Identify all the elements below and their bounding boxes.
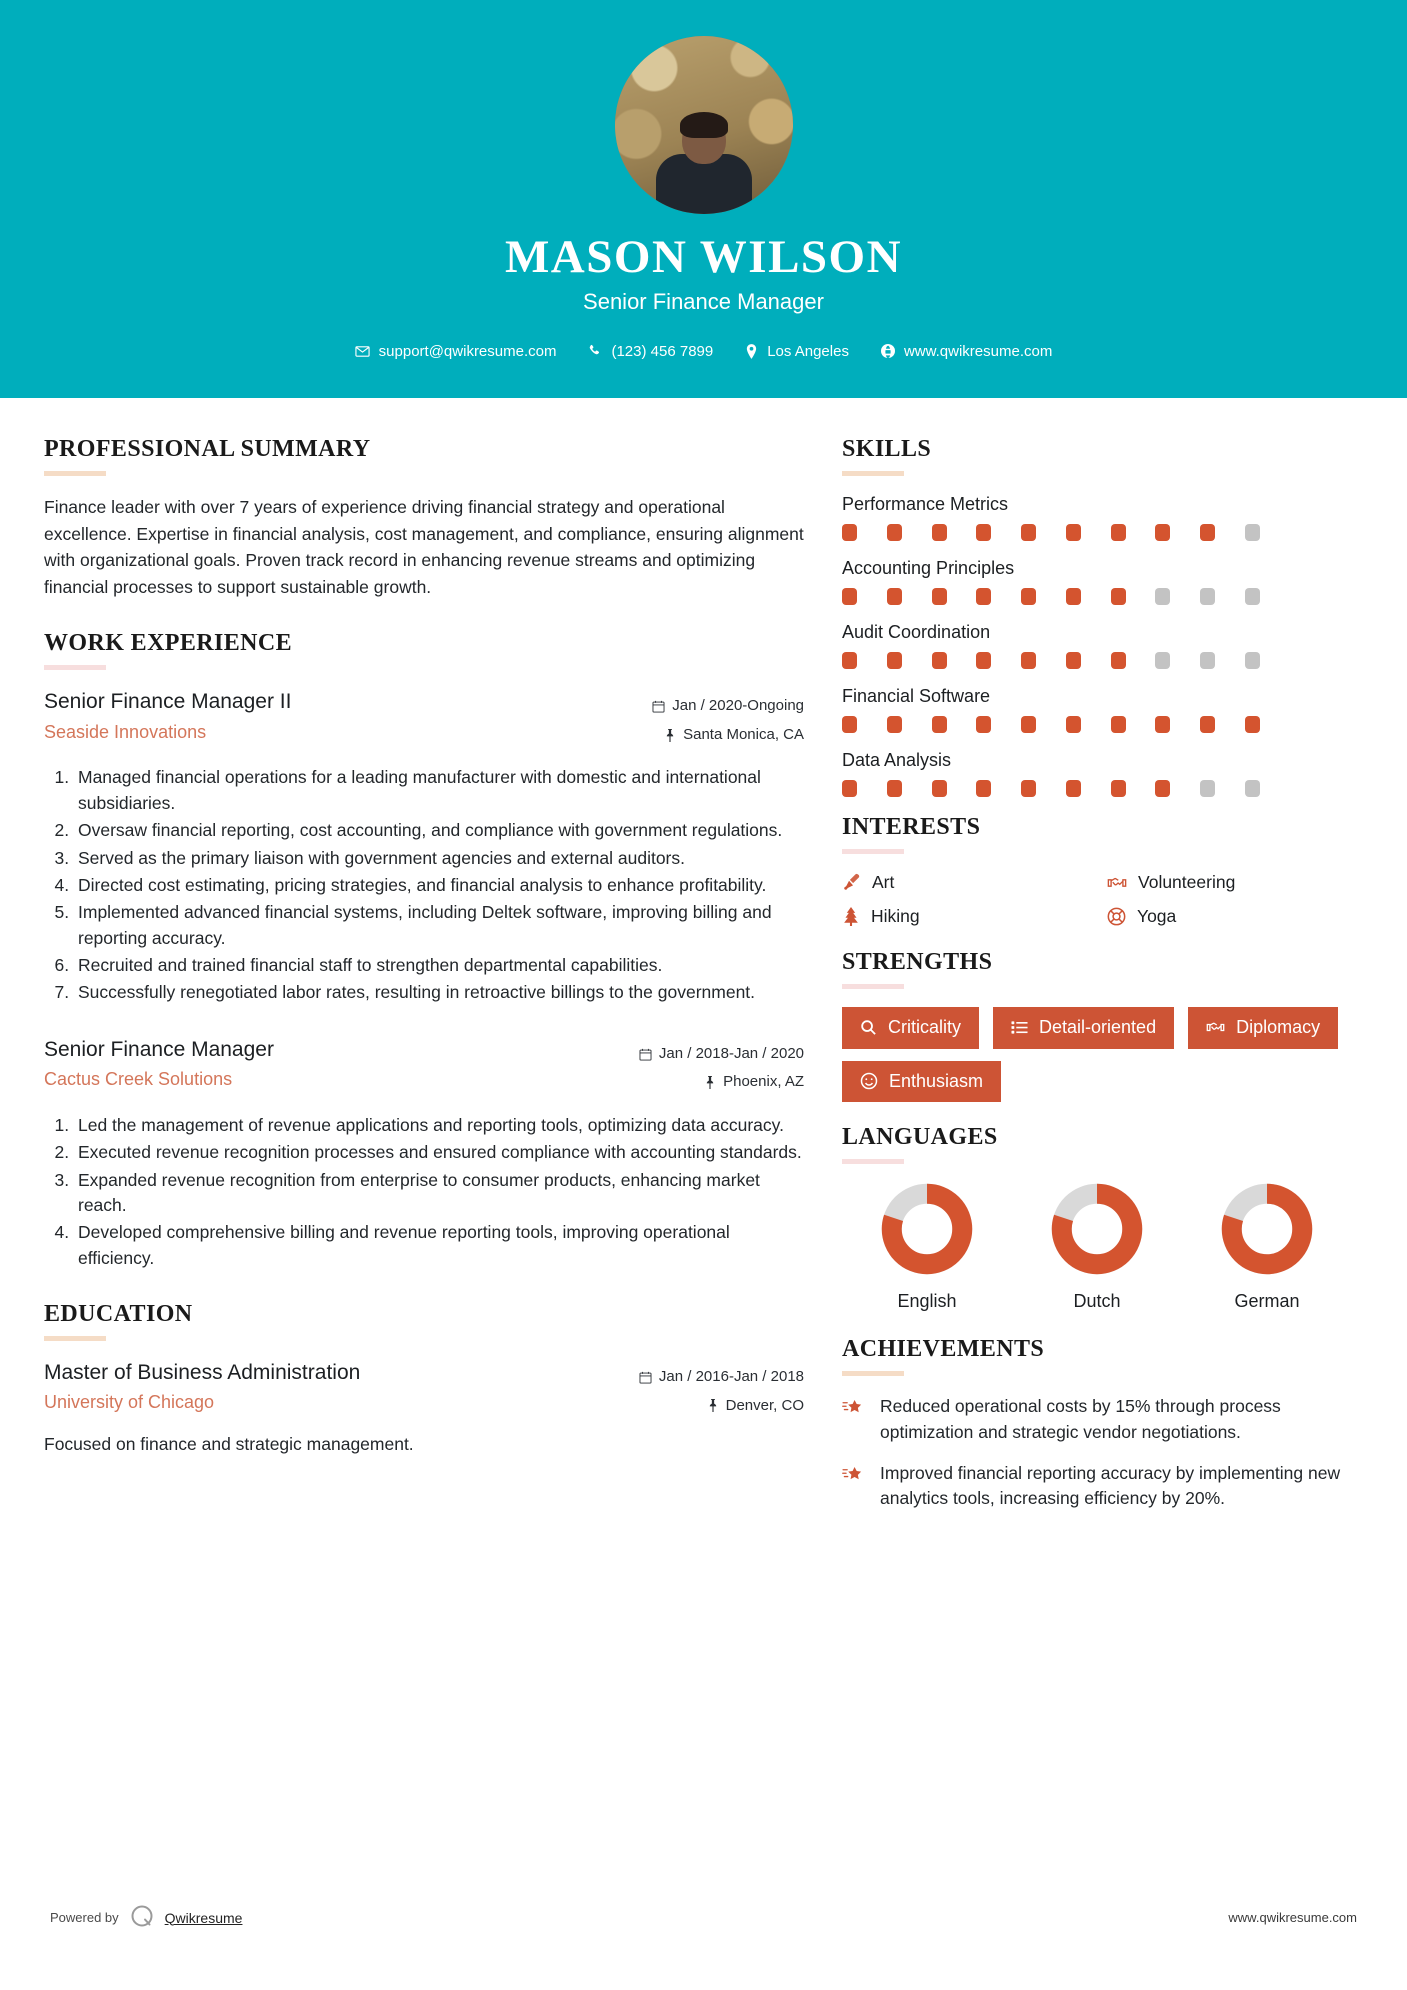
resume-header xyxy=(0,0,1407,398)
skill-dot-empty xyxy=(1245,652,1260,669)
skill-dot-filled xyxy=(932,716,947,733)
skill-dot-filled xyxy=(976,524,991,541)
language-item xyxy=(1182,1182,1352,1312)
experience-entry xyxy=(44,688,804,1005)
experience-meta xyxy=(594,1036,804,1097)
strength-label: Diplomacy xyxy=(1236,1017,1321,1037)
calendar-icon xyxy=(639,1371,652,1384)
section-work-experience xyxy=(44,630,804,1271)
calendar-icon xyxy=(652,700,665,713)
section-title-experience: WORK EXPERIENCE xyxy=(44,630,293,657)
section-rule xyxy=(842,849,904,854)
skill-row xyxy=(842,622,1362,669)
contact-bar xyxy=(0,343,1407,360)
search-icon xyxy=(860,1019,877,1036)
interest-item xyxy=(1107,906,1362,927)
experience-header xyxy=(44,688,804,749)
resume-body xyxy=(0,398,1407,1528)
contact-location xyxy=(729,343,865,360)
contact-website[interactable] xyxy=(865,343,1068,360)
skill-name: Data Analysis xyxy=(842,750,952,770)
education-identity xyxy=(44,1359,594,1413)
job-location xyxy=(594,1068,804,1097)
interest-item xyxy=(1107,872,1362,893)
job-bullet: 3. Expanded revenue recognition from enterprise to consumer products, enhancing market reach. xyxy=(74,1168,804,1219)
job-dates xyxy=(594,1040,804,1069)
left-column xyxy=(44,436,804,1528)
section-title-strengths: STRENGTHS xyxy=(842,949,993,975)
section-rule xyxy=(44,1336,106,1341)
skill-dot-empty xyxy=(1155,588,1170,605)
job-location-text: Santa Monica, CA xyxy=(683,725,804,743)
job-bullets xyxy=(44,1113,804,1271)
skill-dot-filled xyxy=(976,588,991,605)
achievement-item xyxy=(842,1394,1362,1445)
section-rule xyxy=(842,471,904,476)
summary-text: Finance leader with over 7 years of experience driving financial strategy and operational excellence. Expertise in financial analysis, cost management, and compliance, ensuring alignment with organizational goals. Proven track record in enhancing revenue streams and optimizing financial processes to support sustainable growth. xyxy=(44,497,804,597)
contact-website-text: www.qwikresume.com xyxy=(903,342,1053,360)
strengths-list xyxy=(842,1007,1362,1102)
skill-dot-filled xyxy=(1200,524,1215,541)
section-rule xyxy=(44,665,106,670)
powered-by-label: Powered by xyxy=(50,1910,119,1925)
language-donut-chart xyxy=(1050,1182,1144,1276)
skill-dot-filled xyxy=(932,780,947,797)
experience-identity xyxy=(44,1036,594,1090)
skill-dot-filled xyxy=(1111,524,1126,541)
handshake-icon xyxy=(1206,1018,1225,1037)
avatar-portrait xyxy=(656,110,752,214)
education-dates xyxy=(594,1363,804,1392)
interest-label: Volunteering xyxy=(1138,872,1236,892)
job-location xyxy=(594,721,804,750)
job-title: Senior Finance Manager xyxy=(44,1037,274,1061)
job-bullets xyxy=(44,765,804,1005)
calendar-icon xyxy=(639,1048,652,1061)
skill-dot-filled xyxy=(842,588,857,605)
section-title-summary: PROFESSIONAL SUMMARY xyxy=(44,436,371,462)
interest-label: Art xyxy=(872,872,895,892)
section-rule xyxy=(842,984,904,989)
avatar xyxy=(615,36,793,214)
language-label: English xyxy=(897,1291,957,1312)
section-title-skills: SKILLS xyxy=(842,436,932,462)
interest-item xyxy=(842,906,1097,927)
job-bullet: 6. Recruited and trained financial staff to strengthen departmental capabilities. xyxy=(74,953,804,978)
language-donut-chart xyxy=(1220,1182,1314,1276)
candidate-role: Senior Finance Manager xyxy=(583,288,824,314)
skill-row xyxy=(842,558,1362,605)
language-label: Dutch xyxy=(1073,1291,1121,1312)
job-bullet: 7. Successfully renegotiated labor rates, resulting in retroactive billings to the government. xyxy=(74,980,804,1005)
skill-dot-filled xyxy=(1200,716,1215,733)
skill-dot-filled xyxy=(1155,716,1170,733)
skill-dot-empty xyxy=(1200,588,1215,605)
lifebuoy-icon xyxy=(1107,907,1126,926)
education-location-text: Denver, CO xyxy=(725,1396,804,1414)
section-rule xyxy=(842,1159,904,1164)
education-location xyxy=(594,1392,804,1421)
skill-dot-filled xyxy=(932,652,947,669)
tree-icon xyxy=(842,907,860,926)
skill-dot-empty xyxy=(1200,780,1215,797)
section-languages xyxy=(842,1124,1362,1312)
strength-label: Enthusiasm xyxy=(889,1070,984,1091)
skill-dot-filled xyxy=(976,652,991,669)
pushpin-icon xyxy=(704,1076,716,1089)
smiley-icon xyxy=(860,1072,878,1090)
avatar-hair xyxy=(680,112,728,138)
interest-item xyxy=(842,872,1097,893)
skill-dot-filled xyxy=(842,716,857,733)
strength-chip[interactable] xyxy=(842,1061,1001,1103)
achievement-item xyxy=(842,1461,1362,1512)
skill-dot-filled xyxy=(1021,524,1036,541)
experience-header xyxy=(44,1036,804,1097)
phone-icon xyxy=(588,344,602,358)
powered-by xyxy=(50,1903,242,1932)
paintbrush-icon xyxy=(842,873,861,892)
skill-dot-filled xyxy=(1111,588,1126,605)
candidate-name: MASON WILSON xyxy=(504,231,903,283)
handshake-icon xyxy=(1107,873,1127,893)
skill-dot-filled xyxy=(842,524,857,541)
skill-dot-filled xyxy=(1021,588,1036,605)
globe-icon xyxy=(881,344,895,358)
education-entry xyxy=(44,1359,804,1457)
skill-dot-empty xyxy=(1245,524,1260,541)
interest-label: Hiking xyxy=(871,906,920,926)
skill-dot-filled xyxy=(1111,716,1126,733)
skill-name: Financial Software xyxy=(842,686,991,706)
skill-dot-empty xyxy=(1245,780,1260,797)
section-rule xyxy=(842,1371,904,1376)
skill-dot-empty xyxy=(1200,652,1215,669)
job-title: Senior Finance Manager II xyxy=(44,690,292,714)
skill-rating xyxy=(842,524,1260,541)
school-name: University of Chicago xyxy=(44,1392,215,1413)
skill-dot-filled xyxy=(932,588,947,605)
skill-dot-filled xyxy=(1066,524,1081,541)
pushpin-icon xyxy=(707,1399,719,1412)
section-title-languages: LANGUAGES xyxy=(842,1124,998,1151)
strength-chip[interactable] xyxy=(993,1007,1174,1049)
skill-dot-empty xyxy=(1155,652,1170,669)
skill-row xyxy=(842,750,1362,797)
job-bullet: 4. Developed comprehensive billing and revenue reporting tools, improving operational efficiency. xyxy=(74,1220,804,1271)
degree-title: Master of Business Administration xyxy=(44,1361,361,1384)
section-professional-summary xyxy=(44,436,804,600)
skill-dot-filled xyxy=(976,780,991,797)
education-description: Focused on finance and strategic management. xyxy=(44,1434,414,1454)
right-column xyxy=(842,436,1362,1528)
experience-entry xyxy=(44,1036,804,1271)
skill-rating xyxy=(842,780,1260,797)
page-footer xyxy=(0,1903,1407,1932)
envelope-icon xyxy=(355,344,370,359)
shooting-star-icon xyxy=(842,1461,866,1512)
section-title-education: EDUCATION xyxy=(44,1301,193,1327)
skill-dot-filled xyxy=(1111,780,1126,797)
contact-phone[interactable] xyxy=(572,343,729,360)
job-bullet: 1. Led the management of revenue applications and reporting tools, optimizing data accuracy. xyxy=(74,1113,804,1138)
experience-meta xyxy=(594,688,804,749)
job-dates-text: Jan / 2018-Jan / 2020 xyxy=(658,1044,804,1062)
job-dates-text: Jan / 2020-Ongoing xyxy=(672,697,804,715)
section-skills xyxy=(842,436,1362,797)
location-pin-icon xyxy=(745,344,758,359)
skill-dot-filled xyxy=(887,780,902,797)
experience-identity xyxy=(44,688,594,742)
strength-label: Detail-oriented xyxy=(1039,1017,1157,1037)
job-bullet: 3. Served as the primary liaison with government agencies and external auditors. xyxy=(74,846,804,871)
contact-phone-text: (123) 456 7899 xyxy=(611,342,714,360)
skill-rating xyxy=(842,588,1260,605)
job-company: Seaside Innovations xyxy=(44,721,207,742)
job-dates xyxy=(594,692,804,721)
contact-email[interactable] xyxy=(339,343,573,360)
footer-website[interactable]: www.qwikresume.com xyxy=(1228,1910,1357,1925)
education-dates-text: Jan / 2016-Jan / 2018 xyxy=(658,1368,804,1385)
job-company: Cactus Creek Solutions xyxy=(44,1069,233,1090)
skill-dot-filled xyxy=(842,780,857,797)
skills-list xyxy=(842,494,1362,797)
skill-name: Performance Metrics xyxy=(842,494,1009,514)
skill-rating xyxy=(842,716,1260,733)
strength-chip[interactable] xyxy=(842,1007,979,1049)
section-education xyxy=(44,1301,804,1457)
skill-dot-filled xyxy=(1066,588,1081,605)
education-meta xyxy=(594,1359,804,1420)
skill-dot-empty xyxy=(1245,588,1260,605)
job-bullet: 1. Managed financial operations for a leading manufacturer with domestic and international subsidiaries. xyxy=(74,765,804,816)
language-item xyxy=(842,1182,1012,1312)
achievement-text: Improved financial reporting accuracy by implementing new analytics tools, increasing efficiency by 20%. xyxy=(880,1462,1341,1509)
languages-list xyxy=(842,1182,1362,1312)
skill-dot-filled xyxy=(1155,780,1170,797)
skill-dot-filled xyxy=(887,716,902,733)
skill-row xyxy=(842,686,1362,733)
skill-dot-filled xyxy=(1021,716,1036,733)
language-label: German xyxy=(1234,1291,1300,1312)
skill-row xyxy=(842,494,1362,541)
job-bullet: 5. Implemented advanced financial systems, including Deltek software, improving billing and reporting accuracy. xyxy=(74,900,804,951)
list-icon xyxy=(1011,1019,1028,1036)
section-rule xyxy=(44,471,106,476)
skill-dot-filled xyxy=(887,588,902,605)
job-bullet: 4. Directed cost estimating, pricing strategies, and financial analysis to enhance profitability. xyxy=(74,873,804,898)
skill-dot-filled xyxy=(1066,716,1081,733)
skill-dot-filled xyxy=(976,716,991,733)
pushpin-icon xyxy=(664,729,676,742)
skill-dot-filled xyxy=(1021,652,1036,669)
section-achievements xyxy=(842,1336,1362,1512)
section-strengths xyxy=(842,949,1362,1102)
strength-label: Criticality xyxy=(888,1017,962,1037)
skill-dot-filled xyxy=(1245,716,1260,733)
skill-dot-filled xyxy=(1066,780,1081,797)
skill-dot-filled xyxy=(842,652,857,669)
qwikresume-logo-icon xyxy=(129,1903,155,1932)
job-location-text: Phoenix, AZ xyxy=(723,1073,804,1091)
skill-dot-filled xyxy=(1066,652,1081,669)
skill-dot-filled xyxy=(1021,780,1036,797)
skill-dot-filled xyxy=(932,524,947,541)
contact-email-text: support@qwikresume.com xyxy=(378,342,557,360)
skill-dot-filled xyxy=(887,524,902,541)
job-bullet: 2. Executed revenue recognition processes and ensured compliance with accounting standards. xyxy=(74,1140,804,1165)
skill-dot-filled xyxy=(887,652,902,669)
strength-chip[interactable] xyxy=(1188,1007,1338,1049)
interests-grid xyxy=(842,872,1362,927)
contact-location-text: Los Angeles xyxy=(767,342,849,360)
language-donut-chart xyxy=(880,1182,974,1276)
job-bullet: 2. Oversaw financial reporting, cost accounting, and compliance with government regulations. xyxy=(74,818,804,843)
skill-dot-filled xyxy=(1111,652,1126,669)
section-title-achievements: ACHIEVEMENTS xyxy=(842,1336,1045,1363)
language-item xyxy=(1012,1182,1182,1312)
qwikresume-brand-link[interactable]: Qwikresume xyxy=(164,1909,243,1926)
skill-dot-filled xyxy=(1155,524,1170,541)
skill-name: Accounting Principles xyxy=(842,558,1015,578)
shooting-star-icon xyxy=(842,1394,866,1445)
interest-label: Yoga xyxy=(1137,906,1177,926)
skill-name: Audit Coordination xyxy=(842,622,991,642)
section-interests xyxy=(842,814,1362,927)
section-title-interests: INTERESTS xyxy=(842,814,981,840)
skill-rating xyxy=(842,652,1260,669)
achievement-text: Reduced operational costs by 15% through process optimization and strategic vendor negotiations. xyxy=(880,1396,1281,1442)
education-header xyxy=(44,1359,804,1420)
